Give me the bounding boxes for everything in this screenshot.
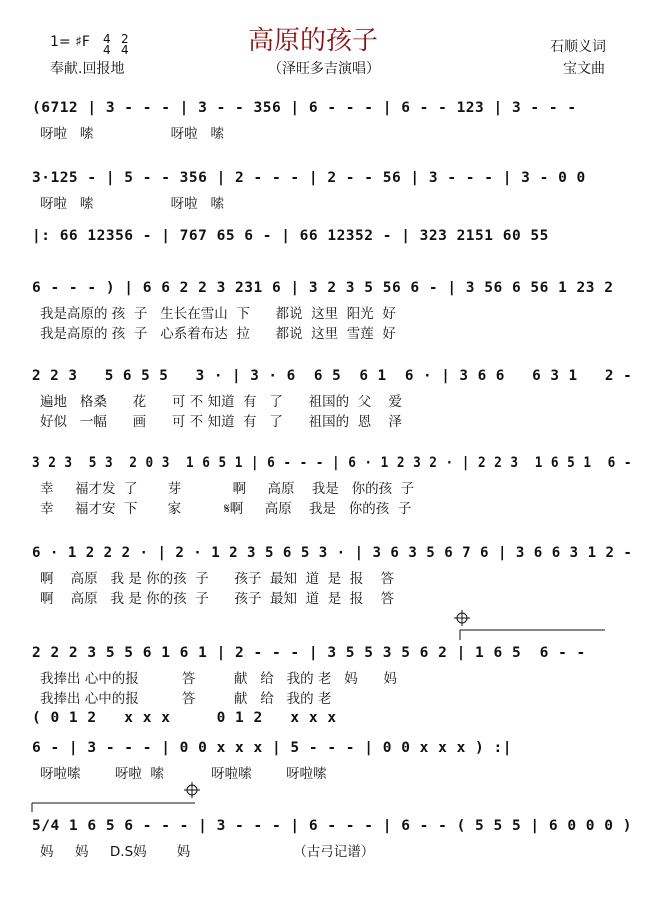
lyric-line: 呀啦嗦 呀啦 嗦 呀啦嗦 呀啦嗦 bbox=[40, 766, 327, 782]
composer: 宝文曲 bbox=[563, 61, 605, 77]
time-signature-a: 4 4 bbox=[103, 32, 111, 57]
song-title: 高原的孩子 bbox=[248, 26, 379, 56]
volta-bracket-1 bbox=[460, 630, 605, 640]
lyric-line: 幸 福才发 了 芽 啊 高原 我是 你的孩 子 bbox=[40, 481, 415, 497]
notation-line: 6 - - - ) | 6 6 2 2 3 231 6 | 3 2 3 5 56 6 - | 3 56 6 56 1 23 2 bbox=[32, 280, 614, 296]
dedication: 奉献.回报地 bbox=[50, 61, 125, 77]
lyric-line: 啊 高原 我 是 你的孩 子 孩子 最知 道 是 报 答 bbox=[40, 571, 394, 587]
coda-icon bbox=[454, 610, 470, 626]
notation-line: 5/4 1 6 5 6 - - - | 3 - - - | 6 - - - | 6 - - ( 5 5 5 | 6 0 0 0 ) bbox=[32, 818, 632, 834]
lyric-line: 我捧出 心中的报 答 献 给 我的 老 bbox=[40, 691, 332, 707]
notation-line: (6712 | 3 - - - | 3 - - 356 | 6 - - - | 6 - - 123 | 3 - - - bbox=[32, 100, 577, 116]
performer: （泽旺多吉演唱） bbox=[268, 61, 380, 77]
lyric-line: 啊 高原 我 是 你的孩 子 孩子 最知 道 是 报 答 bbox=[40, 591, 394, 607]
volta-bracket-2 bbox=[32, 803, 195, 812]
lyricist: 石顺义词 bbox=[550, 39, 606, 55]
notation-line: |: 66 12356 - | 767 65 6 - | 66 12352 - | 323 2151 60 55 bbox=[32, 228, 549, 244]
lyric-line: 呀啦 嗦 呀啦 嗦 bbox=[40, 196, 224, 212]
notation-line: 6 - | 3 - - - | 0 0 x x x | 5 - - - | 0 0 x x x ) :| bbox=[32, 740, 512, 756]
notation-line: 6 · 1 2 2 2 · | 2 · 1 2 3 5 6 5 3 · | 3 6 3 5 6 7 6 | 3 6 6 3 1 2 - bbox=[32, 545, 633, 561]
lyric-line: 我捧出 心中的报 答 献 给 我的 老 妈 妈 bbox=[40, 671, 397, 687]
time-signature-b: 2 4 bbox=[121, 32, 129, 57]
lyric-line: 我是高原的 孩 子 心系着布达 拉 都说 这里 雪莲 好 bbox=[40, 326, 396, 342]
lyric-line: 好似 一幅 画 可 不 知道 有 了 祖国的 恩 泽 bbox=[40, 414, 402, 430]
notation-line: 3 2 3 5 3 2 0 3 1 6 5 1 | 6 - - - | 6 · 1 2 3 2 · | 2 2 3 1 6 5 1 6 - bbox=[32, 455, 633, 471]
lyric-line: 遍地 格桑 花 可 不 知道 有 了 祖国的 父 爱 bbox=[40, 394, 402, 410]
lyric-line: 呀啦 嗦 呀啦 嗦 bbox=[40, 126, 224, 142]
key-signature: 1= ♯F bbox=[50, 34, 90, 50]
notation-line: 2 2 2 3 5 5 6 1 6 1 | 2 - - - | 3 5 5 3 5 6 2 | 1 6 5 6 - - bbox=[32, 645, 586, 661]
notation-line: 3·125 - | 5 - - 356 | 2 - - - | 2 - - 56 | 3 - - - | 3 - 0 0 bbox=[32, 170, 586, 186]
lyric-line: 妈 妈 D.S妈 妈 （古弓记谱） bbox=[40, 844, 375, 860]
coda-icon bbox=[184, 782, 200, 798]
notation-line: 2 2 3 5 6 5 5 3 · | 3 · 6 6 5 6 1 6 · | 3 6 6 6 3 1 2 - bbox=[32, 368, 633, 384]
lyric-line: 幸 福才安 下 家 𝄋啊 高原 我是 你的孩 子 bbox=[40, 501, 412, 517]
notation-line: ( 0 1 2 x x x 0 1 2 x x x bbox=[32, 710, 337, 726]
lyric-line: 我是高原的 孩 子 生长在雪山 下 都说 这里 阳光 好 bbox=[40, 306, 396, 322]
